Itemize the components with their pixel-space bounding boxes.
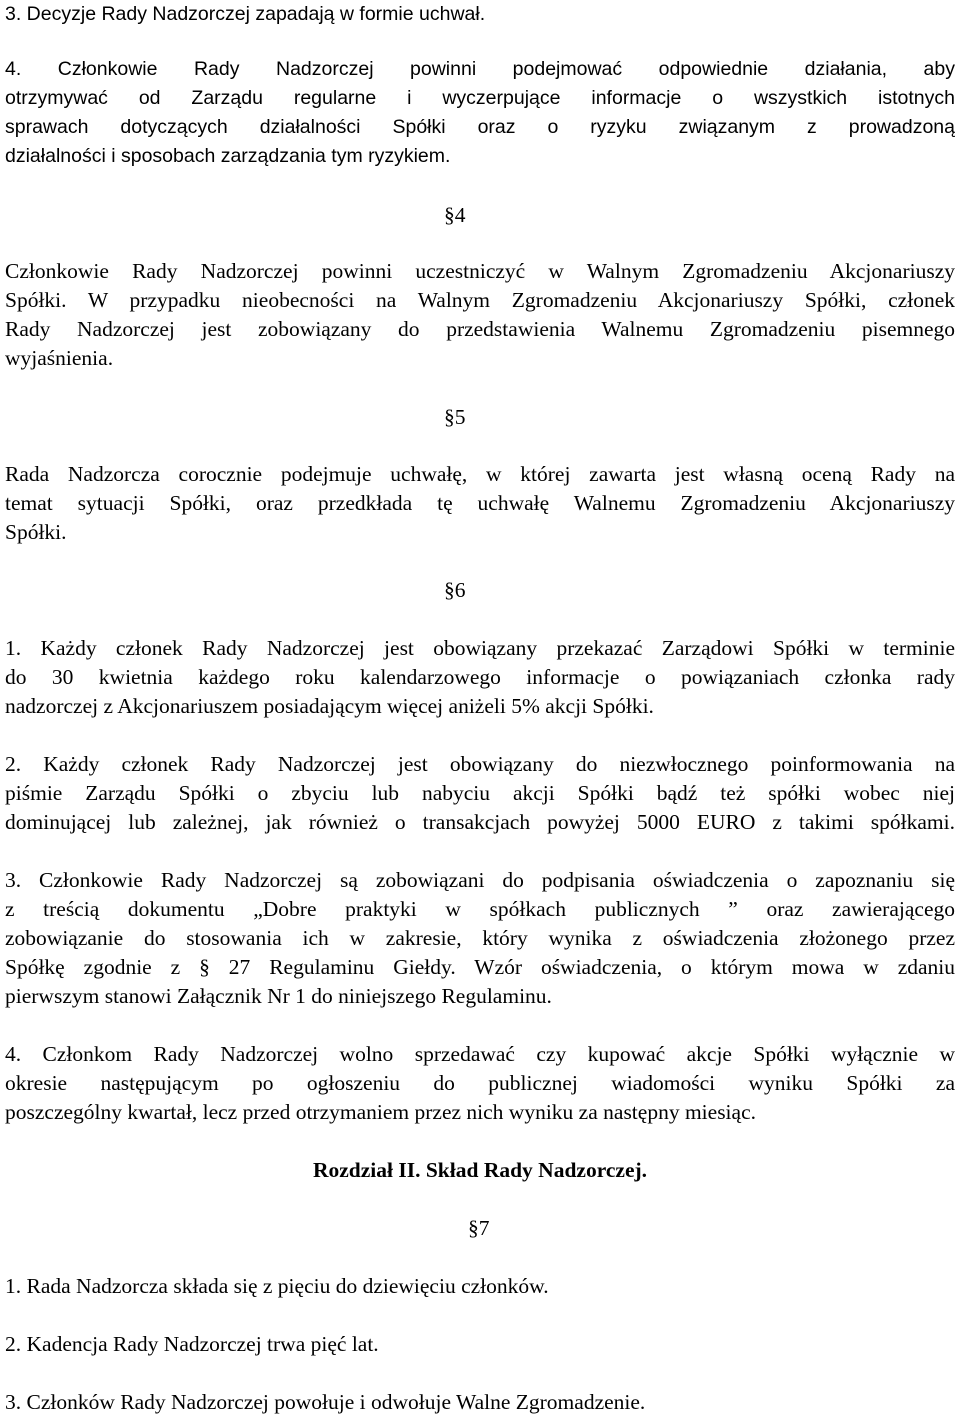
section-6-heading: §6	[444, 578, 466, 602]
section-6-paragraph-1-line: do 30 kwietnia każdego roku kalendarzowego informacje o powiązaniach członka rady	[5, 665, 955, 689]
section-6-paragraph-4-line: 4. Członkom Rady Nadzorczej wolno sprzedawać czy kupować akcje Spółki wyłącznie w	[5, 1042, 955, 1066]
section-6-paragraph-4-line: poszczególny kwartał, lecz przed otrzymaniem przez nich wyniku za następny miesiąc.	[5, 1100, 756, 1124]
section-7-item: 1. Rada Nadzorcza składa się z pięciu do dziewięciu członków.	[5, 1274, 549, 1298]
section-6-paragraph-3-line: z treścią dokumentu „Dobre praktyki w spółkach publicznych ” oraz zawierającego	[5, 897, 955, 921]
section-6-paragraph-2-line: dominującej lub zależnej, jak również o transakcjach powyżej 5000 EURO z takimi spółkami.	[5, 810, 955, 834]
section-5-heading: §5	[444, 405, 466, 429]
section-7-item: 2. Kadencja Rady Nadzorczej trwa pięć lat.	[5, 1332, 379, 1356]
item-4-line: sprawach dotyczących działalności Spółki oraz o ryzyku związanym z prowadzoną	[5, 116, 955, 138]
section-6-paragraph-3-line: pierwszym stanowi Załącznik Nr 1 do niniejszego Regulaminu.	[5, 984, 552, 1008]
section-6-paragraph-2-line: 2. Każdy członek Rady Nadzorczej jest obowiązany do niezwłocznego poinformowania na	[5, 752, 955, 776]
section-6-paragraph-3-line: zobowiązanie do stosowania ich w zakresie, który wynika z oświadczenia złożonego przez	[5, 926, 955, 950]
section-4-line: Spółki. W przypadku nieobecności na Walnym Zgromadzeniu Akcjonariuszy Spółki, członek	[5, 288, 955, 312]
item-4-line: otrzymywać od Zarządu regularne i wyczerpujące informacje o wszystkich istotnych	[5, 87, 955, 109]
item-4-line: działalności i sposobach zarządzania tym ryzykiem.	[5, 145, 451, 167]
section-6-paragraph-1-line: nadzorczej z Akcjonariuszem posiadającym więcej aniżeli 5% akcji Spółki.	[5, 694, 654, 718]
item-3-text: 3. Decyzje Rady Nadzorczej zapadają w formie uchwał.	[5, 3, 486, 25]
section-6-paragraph-3-line: 3. Członkowie Rady Nadzorczej są zobowiązani do podpisania oświadczenia o zapoznaniu się	[5, 868, 955, 892]
section-4-line: wyjaśnienia.	[5, 346, 114, 370]
section-4-heading: §4	[444, 203, 466, 227]
section-5-line: Rada Nadzorcza corocznie podejmuje uchwałę, w której zawarta jest własną oceną Rady na	[5, 462, 955, 486]
section-7-heading: §7	[468, 1216, 490, 1240]
section-7-item: 3. Członków Rady Nadzorczej powołuje i odwołuje Walne Zgromadzenie.	[5, 1390, 646, 1414]
section-6-paragraph-3-line: Spółkę zgodnie z § 27 Regulaminu Giełdy. Wzór oświadczenia, o którym mowa w zdaniu	[5, 955, 955, 979]
section-6-paragraph-2-line: piśmie Zarządu Spółki o zbyciu lub nabyciu akcji Spółki bądź też spółki wobec niej	[5, 781, 955, 805]
section-6-paragraph-1-line: 1. Każdy członek Rady Nadzorczej jest obowiązany przekazać Zarządowi Spółki w terminie	[5, 636, 955, 660]
section-6-paragraph-4-line: okresie następującym po ogłoszeniu do publicznej wiadomości wyniku Spółki za	[5, 1071, 955, 1095]
section-4-line: Rady Nadzorczej jest zobowiązany do przedstawienia Walnemu Zgromadzeniu pisemnego	[5, 317, 955, 341]
chapter-title: Rozdział II. Skład Rady Nadzorczej.	[312, 1158, 648, 1182]
section-4-line: Członkowie Rady Nadzorczej powinni uczestniczyć w Walnym Zgromadzeniu Akcjonariuszy	[5, 259, 955, 283]
section-5-line: temat sytuacji Spółki, oraz przedkłada tę uchwałę Walnemu Zgromadzeniu Akcjonariuszy	[5, 491, 955, 515]
item-4-line: 4. Członkowie Rady Nadzorczej powinni podejmować odpowiednie działania, aby	[5, 58, 955, 80]
section-5-line: Spółki.	[5, 520, 67, 544]
